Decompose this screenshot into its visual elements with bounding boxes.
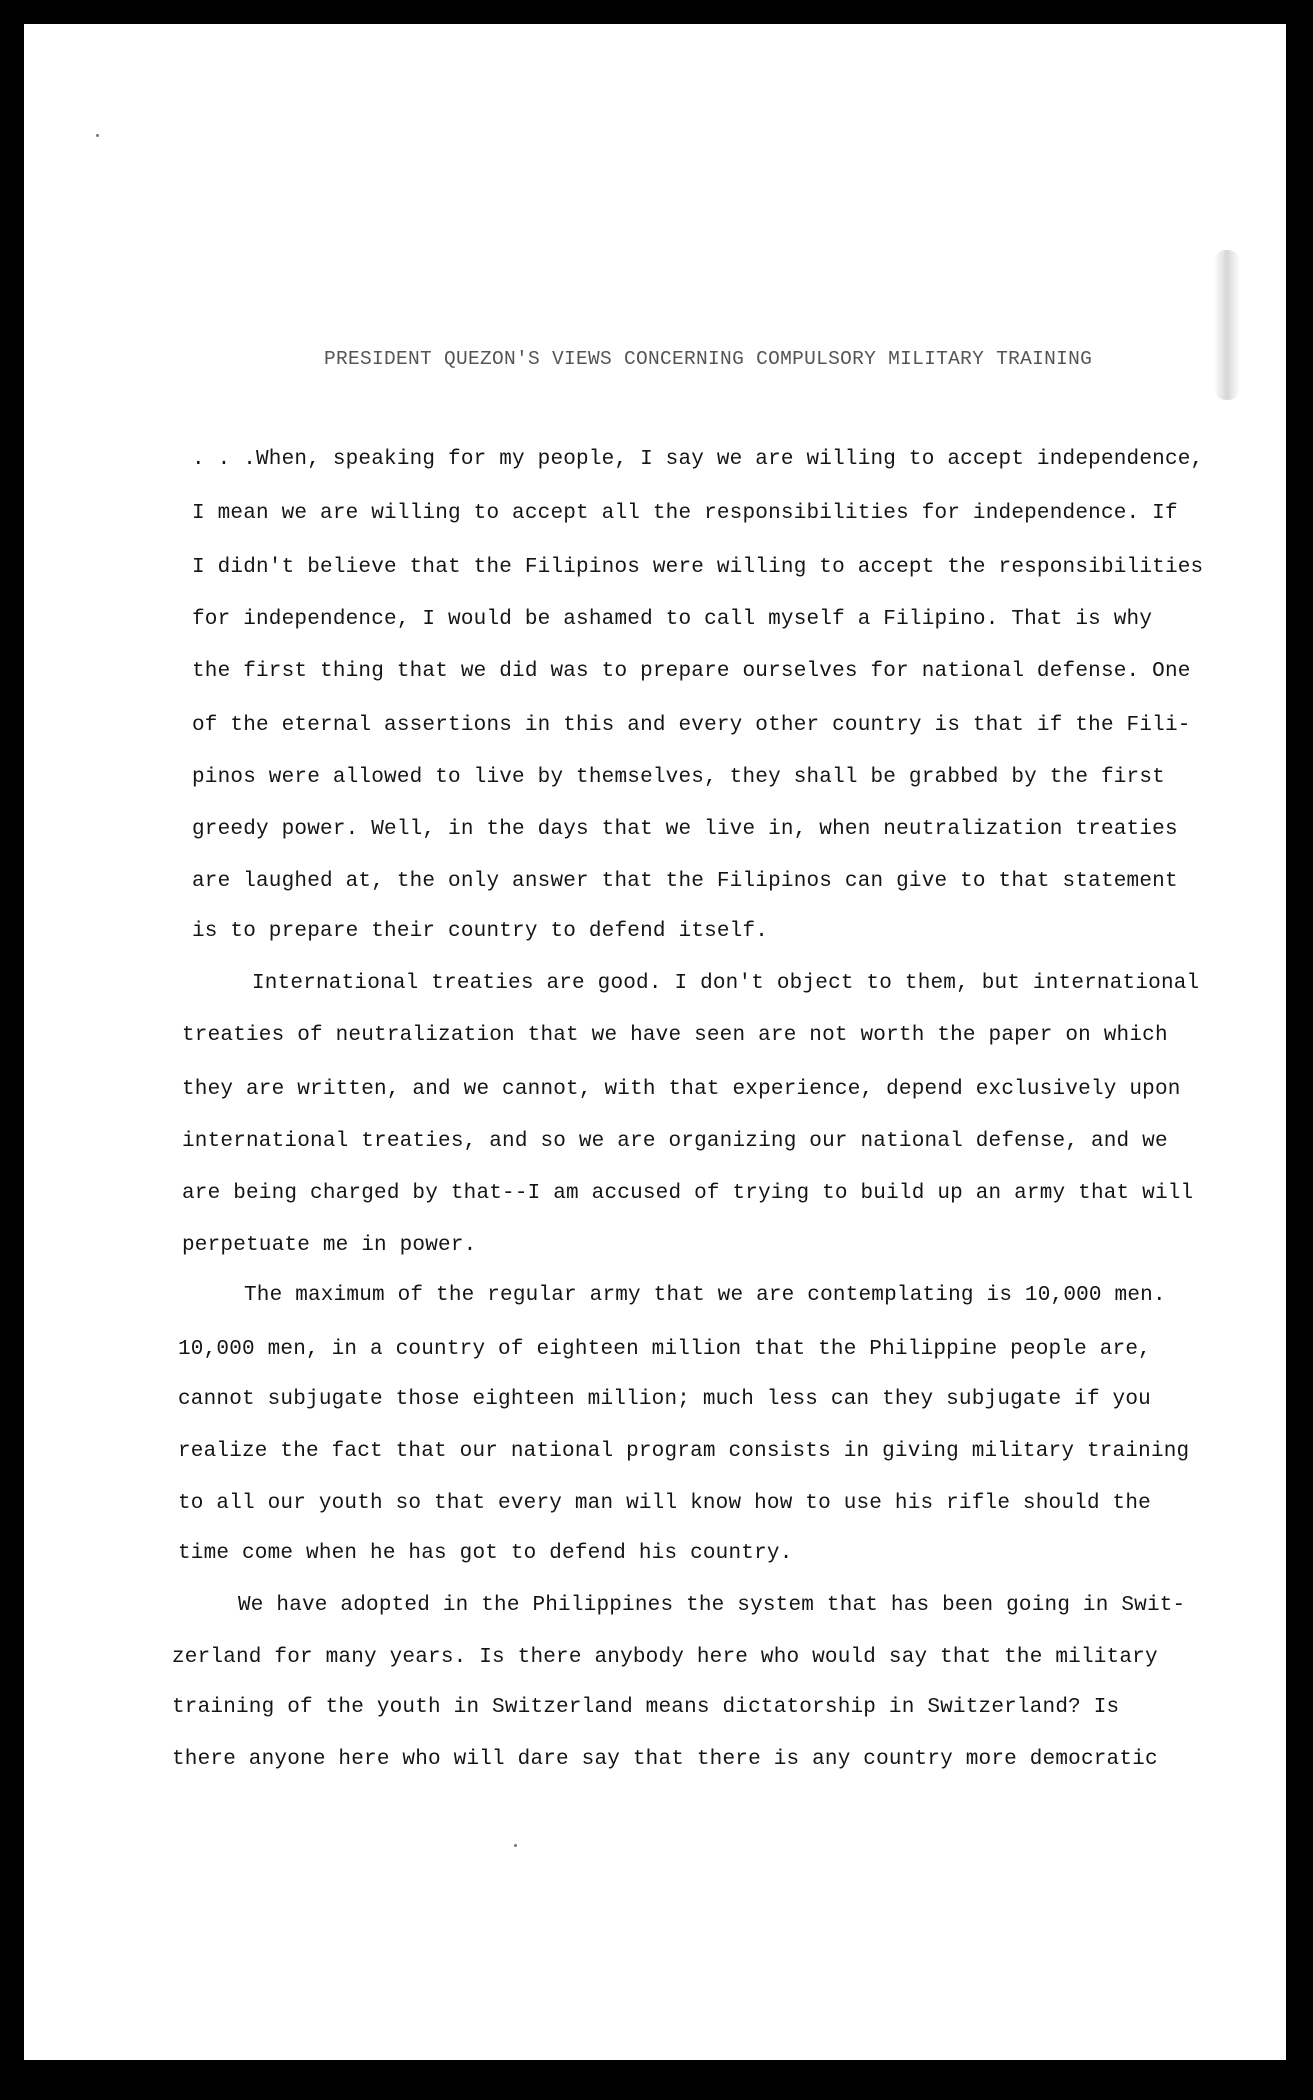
scan-speck — [514, 1844, 517, 1847]
text-line: there anyone here who will dare say that there is any country more democratic — [172, 1748, 1158, 1771]
text-line: zerland for many years. Is there anybody here who would say that the military — [172, 1646, 1158, 1669]
text-line: greedy power. Well, in the days that we live in, when neutralization treaties — [192, 818, 1178, 841]
text-line: 10,000 men, in a country of eighteen million that the Philippine people are, — [178, 1338, 1151, 1361]
text-line: time come when he has got to defend his country. — [178, 1542, 793, 1565]
text-line: I didn't believe that the Filipinos were willing to accept the responsibilities — [192, 556, 1204, 579]
text-line: the first thing that we did was to prepare ourselves for national defense. One — [192, 660, 1191, 683]
text-line: is to prepare their country to defend itself. — [192, 920, 769, 943]
text-line: for independence, I would be ashamed to call myself a Filipino. That is why — [192, 608, 1153, 631]
text-line: The maximum of the regular army that we are contemplating is 10,000 men. — [244, 1284, 1166, 1307]
scan-speck — [96, 134, 99, 137]
text-line: perpetuate me in power. — [182, 1234, 477, 1257]
text-line: international treaties, and so we are organizing our national defense, and we — [182, 1130, 1168, 1153]
text-line: they are written, and we cannot, with that experience, depend exclusively upon — [182, 1078, 1181, 1101]
document-page — [24, 24, 1286, 2060]
text-line: realize the fact that our national program consists in giving military training — [178, 1440, 1190, 1463]
text-line: treaties of neutralization that we have seen are not worth the paper on which — [182, 1024, 1168, 1047]
text-line: training of the youth in Switzerland means dictatorship in Switzerland? Is — [172, 1696, 1120, 1719]
text-line: to all our youth so that every man will know how to use his rifle should the — [178, 1492, 1151, 1515]
text-line: are being charged by that--I am accused of trying to build up an army that will — [182, 1182, 1194, 1205]
document-title: PRESIDENT QUEZON'S VIEWS CONCERNING COMPULSORY MILITARY TRAINING — [324, 348, 1093, 370]
text-line: I mean we are willing to accept all the responsibilities for independence. If — [192, 502, 1178, 525]
text-line: We have adopted in the Philippines the system that has been going in Swit- — [238, 1594, 1186, 1617]
text-line: International treaties are good. I don't object to them, but international — [252, 972, 1200, 995]
text-line: of the eternal assertions in this and every other country is that if the Fili- — [192, 714, 1191, 737]
text-line: are laughed at, the only answer that the Filipinos can give to that statement — [192, 870, 1178, 893]
text-line: cannot subjugate those eighteen million; much less can they subjugate if you — [178, 1388, 1151, 1411]
scan-smudge — [1214, 250, 1240, 400]
text-line: . . .When, speaking for my people, I say we are willing to accept independence, — [192, 448, 1204, 471]
text-line: pinos were allowed to live by themselves, they shall be grabbed by the first — [192, 766, 1165, 789]
